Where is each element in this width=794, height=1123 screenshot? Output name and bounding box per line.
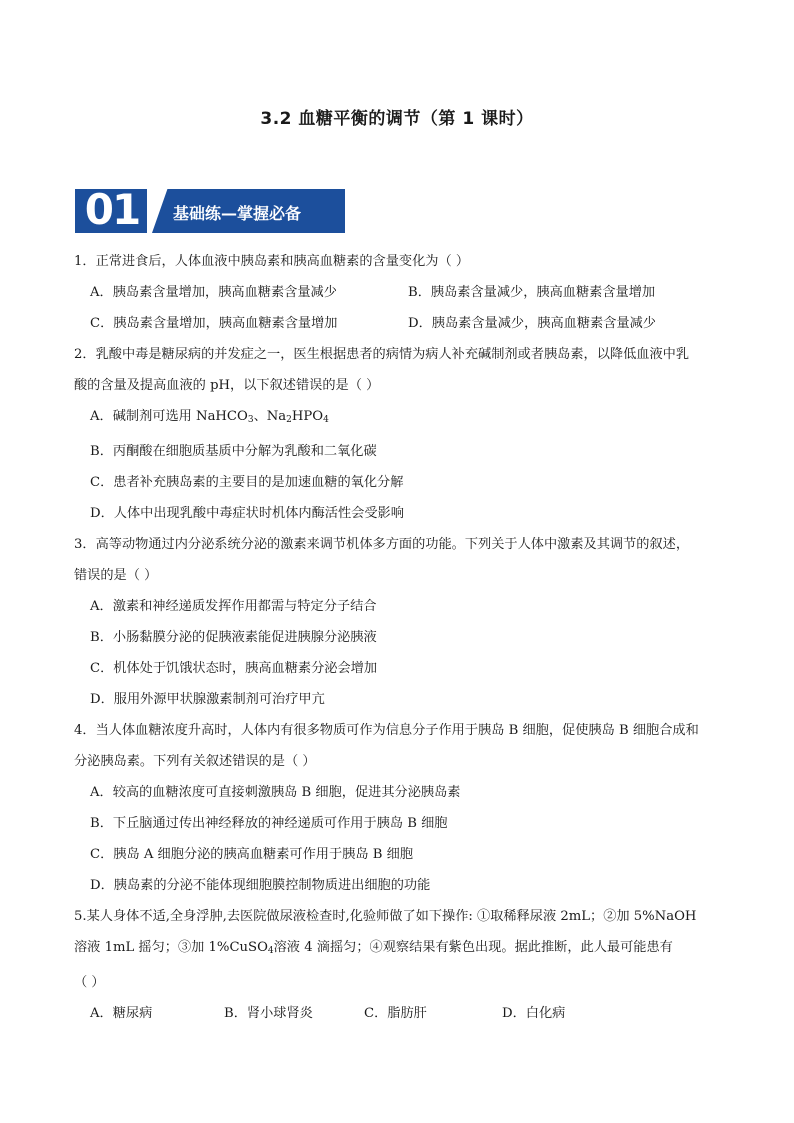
option-c: C．脂肪肝 bbox=[364, 1006, 427, 1021]
option-a: A．碱制剂可选用 NaHCO$_3$、$Na_2HPO_4$ bbox=[90, 409, 329, 425]
option-row bbox=[74, 277, 734, 308]
question-stem-cont: 溶液 1mL 摇匀；③加 1%CuSO$_4$溶液 4 滴摇匀；④观察结果有紫色出现。据此推断，此人最可能患有 bbox=[74, 940, 673, 956]
option-row bbox=[74, 308, 734, 339]
option-b: B．下丘脑通过传出神经释放的神经递质可作用于胰岛 B 细胞 bbox=[90, 816, 448, 831]
section-number: 01 bbox=[84, 185, 140, 234]
answer-bracket: （ ） bbox=[74, 975, 105, 990]
option-b: B．胰岛素含量减少，胰高血糖素含量增加 bbox=[408, 285, 656, 300]
option-d: D．白化病 bbox=[502, 1006, 566, 1021]
question-5 bbox=[74, 901, 734, 1029]
question-1 bbox=[74, 246, 734, 339]
option-b: B．丙酮酸在细胞质基质中分解为乳酸和二氧化碳 bbox=[90, 444, 377, 459]
question-4 bbox=[74, 715, 734, 901]
section-label: 基础练—掌握必备 bbox=[173, 204, 302, 223]
option-d: D．服用外源甲状腺激素制剂可治疗甲亢 bbox=[90, 692, 325, 707]
question-stem: 2．乳酸中毒是糖尿病的并发症之一，医生根据患者的病情为病人补充碱制剂或者胰岛素，以降低血液中乳 bbox=[74, 347, 690, 362]
option-row bbox=[74, 998, 734, 1029]
question-stem-cont: 酸的含量及提高血液的 pH，以下叙述错误的是（ ） bbox=[74, 378, 380, 393]
question-stem: 1．正常进食后，人体血液中胰岛素和胰高血糖素的含量变化为（ ） bbox=[74, 254, 470, 269]
option-d: D．胰岛素含量减少，胰高血糖素含量减少 bbox=[408, 316, 656, 331]
option-b: B．小肠黏膜分泌的促胰液素能促进胰腺分泌胰液 bbox=[90, 630, 377, 645]
option-d: D．胰岛素的分泌不能体现细胞膜控制物质进出细胞的功能 bbox=[90, 878, 431, 893]
question-stem: 3．高等动物通过内分泌系统分泌的激素来调节机体多方面的功能。下列关于人体中激素及其调节的叙述， bbox=[74, 537, 690, 552]
option-a: A．较高的血糖浓度可直接刺激胰岛 B 细胞，促进其分泌胰岛素 bbox=[90, 785, 461, 800]
option-c: C．胰岛 A 细胞分泌的胰高血糖素可作用于胰岛 B 细胞 bbox=[90, 847, 414, 862]
option-c: C．患者补充胰岛素的主要目的是加速血糖的氧化分解 bbox=[90, 475, 404, 490]
option-a: A．糖尿病 bbox=[90, 1006, 153, 1021]
question-stem: 5.某人身体不适,全身浮肿,去医院做尿液检查时,化验师做了如下操作: ①取稀释尿液 2mL；②加 5%NaOH bbox=[74, 909, 697, 924]
section-banner bbox=[75, 185, 345, 234]
option-c: C．机体处于饥饿状态时，胰高血糖素分泌会增加 bbox=[90, 661, 378, 676]
option-a: A．胰岛素含量增加，胰高血糖素含量减少 bbox=[90, 285, 337, 300]
question-list bbox=[74, 246, 734, 1029]
option-d: D．人体中出现乳酸中毒症状时机体内酶活性会受影响 bbox=[90, 506, 404, 521]
option-c: C．胰岛素含量增加，胰高血糖素含量增加 bbox=[90, 316, 338, 331]
option-b: B．肾小球肾炎 bbox=[224, 1006, 313, 1021]
question-stem-cont: 错误的是（ ） bbox=[74, 568, 158, 583]
question-3 bbox=[74, 529, 734, 715]
question-stem-cont: 分泌胰岛素。下列有关叙述错误的是（ ） bbox=[74, 754, 316, 769]
question-2 bbox=[74, 339, 734, 529]
page-title: 3.2 血糖平衡的调节（第 1 课时） bbox=[260, 109, 534, 129]
option-a: A．激素和神经递质发挥作用都需与特定分子结合 bbox=[90, 599, 377, 614]
question-stem: 4．当人体血糖浓度升高时，人体内有很多物质可作为信息分子作用于胰岛 B 细胞，促使胰岛 B 细胞合成和 bbox=[74, 723, 699, 738]
